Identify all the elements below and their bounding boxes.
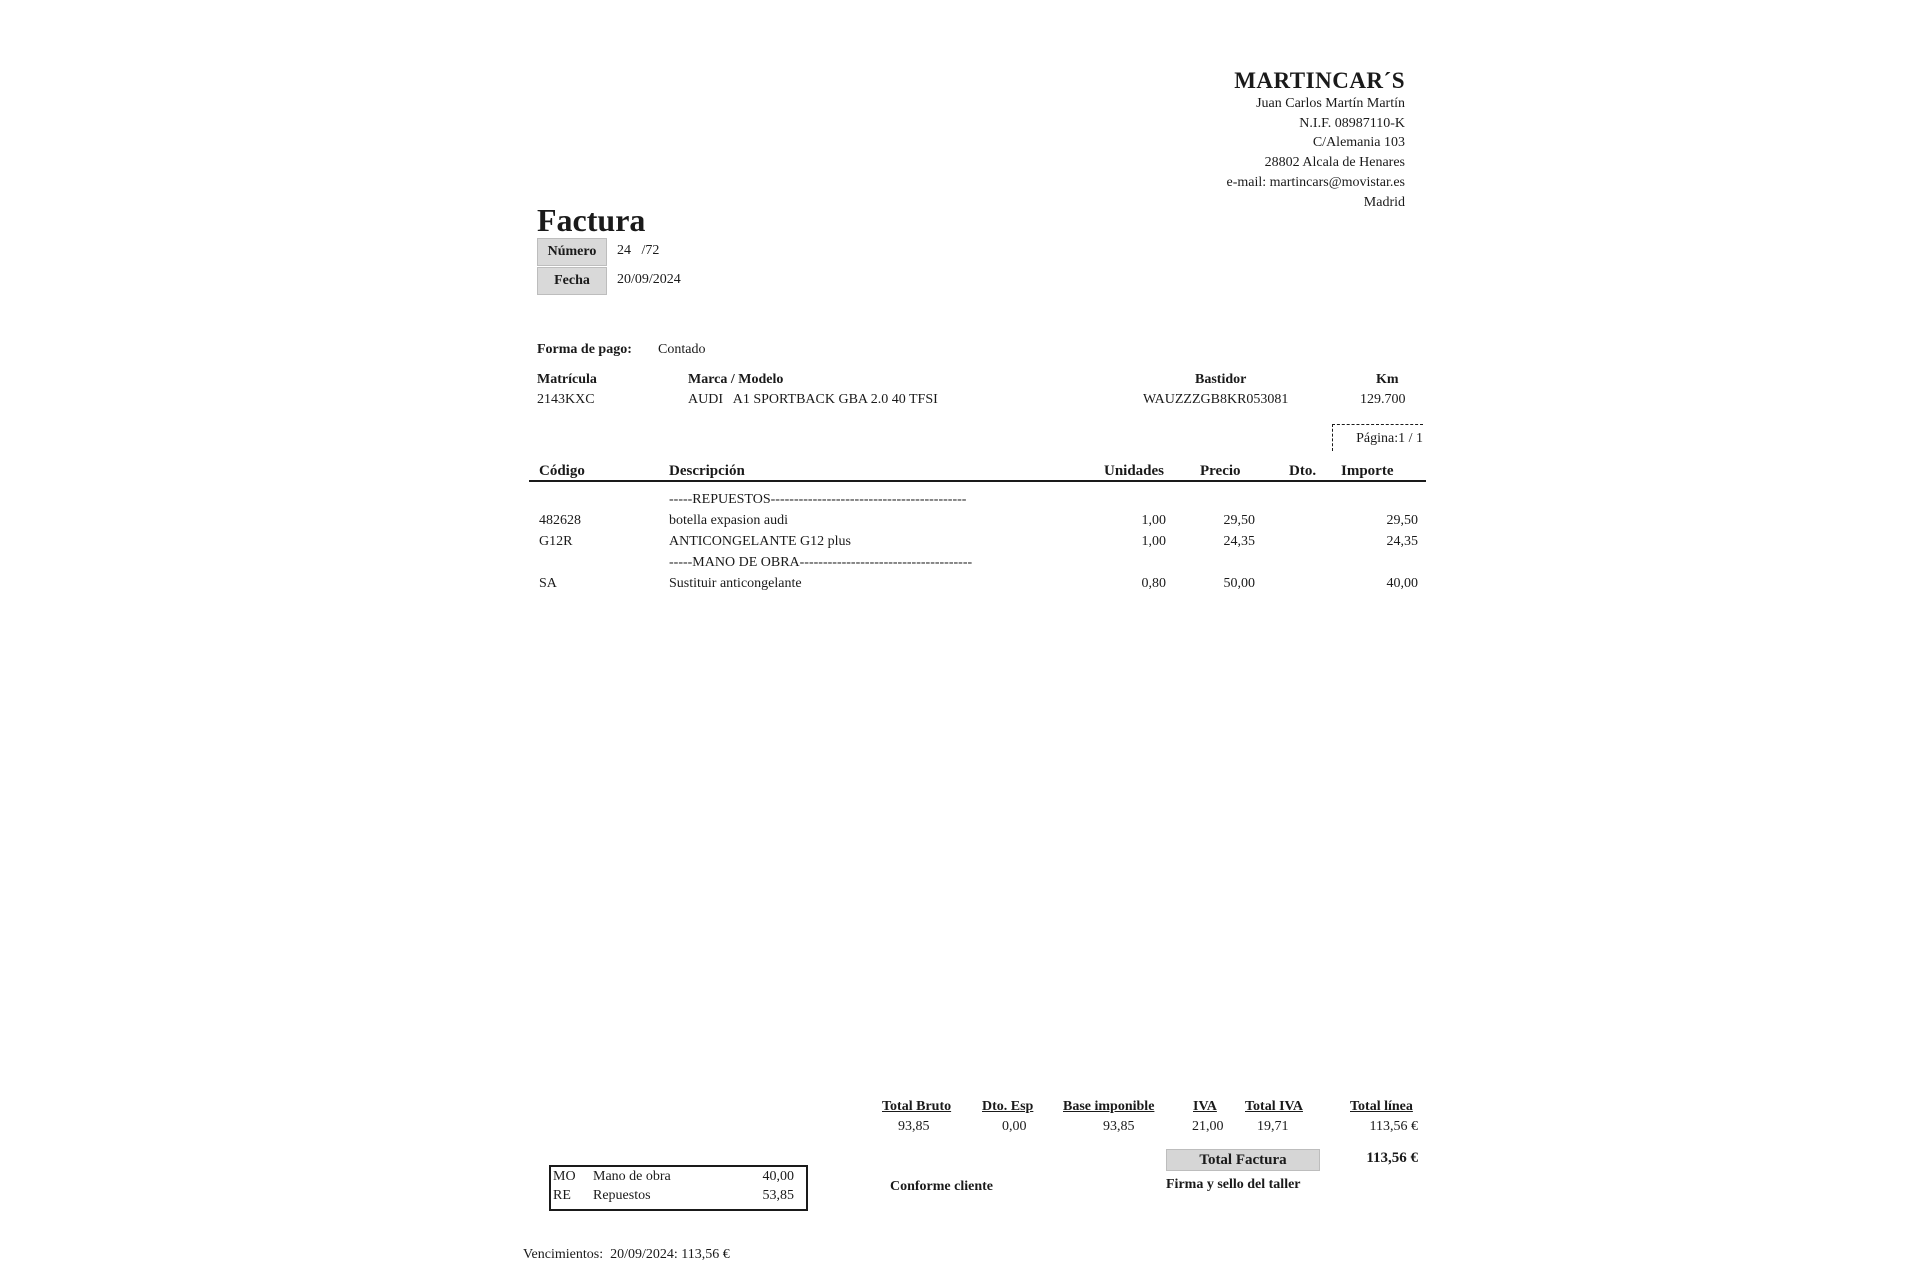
col-discount-header: Dto. bbox=[1289, 463, 1317, 479]
chassis-label: Bastidor bbox=[1195, 372, 1247, 387]
row-description: Sustituir anticongelante bbox=[669, 576, 802, 591]
invoice-total-label: Total Factura bbox=[1166, 1149, 1320, 1171]
row-units: 0,80 bbox=[1141, 576, 1166, 591]
chassis-value: WAUZZZGB8KR053081 bbox=[1143, 392, 1289, 407]
table-header-rule bbox=[529, 480, 1426, 482]
invoice-title: Factura bbox=[537, 202, 646, 238]
invoice-number: 24 /72 bbox=[617, 243, 660, 258]
vat-label: IVA bbox=[1193, 1099, 1217, 1114]
summary-label: Mano de obra bbox=[593, 1169, 671, 1184]
row-price: 24,35 bbox=[1223, 534, 1255, 549]
summary-row-labor bbox=[551, 1167, 806, 1186]
row-amount: 40,00 bbox=[1386, 576, 1418, 591]
row-price: 50,00 bbox=[1223, 576, 1255, 591]
row-units: 1,00 bbox=[1141, 513, 1166, 528]
row-code: SA bbox=[539, 576, 557, 591]
km-label: Km bbox=[1376, 372, 1399, 387]
row-code: 482628 bbox=[539, 513, 581, 528]
company-region: Madrid bbox=[1363, 194, 1405, 210]
vat-total-label: Total IVA bbox=[1245, 1099, 1303, 1114]
payment-label: Forma de pago: bbox=[537, 342, 632, 357]
summary-code: RE bbox=[553, 1188, 571, 1203]
page-indicator bbox=[1332, 424, 1423, 451]
invoice-total-value: 113,56 € bbox=[1366, 1150, 1418, 1166]
row-description: -----REPUESTOS------------------------------------------ bbox=[669, 492, 967, 507]
col-description-header: Descripción bbox=[669, 463, 745, 479]
row-price: 29,50 bbox=[1223, 513, 1255, 528]
vat-total-value: 19,71 bbox=[1257, 1119, 1289, 1134]
model-label: Marca / Modelo bbox=[688, 372, 784, 387]
company-email: e-mail: martincars@movistar.es bbox=[1226, 174, 1405, 190]
summary-label: Repuestos bbox=[593, 1188, 651, 1203]
plate-label: Matrícula bbox=[537, 372, 597, 387]
summary-code: MO bbox=[553, 1169, 576, 1184]
gross-label: Total Bruto bbox=[882, 1099, 952, 1114]
date-label: Fecha bbox=[537, 267, 607, 295]
special-discount-label: Dto. Esp bbox=[982, 1099, 1034, 1114]
col-code-header: Código bbox=[539, 463, 585, 479]
summary-amount: 53,85 bbox=[762, 1188, 794, 1203]
company-city: 28802 Alcala de Henares bbox=[1264, 155, 1405, 171]
company-nif: N.I.F. 08987110-K bbox=[1299, 115, 1405, 131]
company-name: MARTINCAR´S bbox=[1234, 68, 1405, 93]
plate-value: 2143KXC bbox=[537, 392, 595, 407]
vat-rate-value: 21,00 bbox=[1192, 1119, 1224, 1134]
model-value: AUDI A1 SPORTBACK GBA 2.0 40 TFSI bbox=[688, 392, 938, 407]
col-amount-header: Importe bbox=[1341, 463, 1394, 479]
summary-row-parts bbox=[551, 1186, 806, 1205]
company-block bbox=[1226, 68, 1405, 212]
due-dates: Vencimientos: 20/09/2024: 113,56 € bbox=[523, 1247, 730, 1262]
invoice-date: 20/09/2024 bbox=[617, 272, 681, 287]
payment-value: Contado bbox=[658, 342, 706, 357]
number-label: Número bbox=[537, 238, 607, 266]
tax-base-value: 93,85 bbox=[1103, 1119, 1135, 1134]
company-owner: Juan Carlos Martín Martín bbox=[1256, 96, 1405, 111]
summary-amount: 40,00 bbox=[762, 1169, 794, 1184]
row-units: 1,00 bbox=[1141, 534, 1166, 549]
line-total-label: Total línea bbox=[1350, 1099, 1413, 1114]
special-discount-value: 0,00 bbox=[1002, 1119, 1027, 1134]
row-amount: 24,35 bbox=[1386, 534, 1418, 549]
col-units-header: Unidades bbox=[1104, 463, 1165, 479]
company-street: C/Alemania 103 bbox=[1312, 135, 1405, 151]
page-indicator-text: Página:1 / 1 bbox=[1356, 431, 1423, 446]
gross-value: 93,85 bbox=[898, 1119, 930, 1134]
row-description: ANTICONGELANTE G12 plus bbox=[669, 534, 851, 549]
summary-box bbox=[549, 1165, 808, 1211]
line-total-value: 113,56 € bbox=[1369, 1119, 1418, 1134]
row-description: -----MANO DE OBRA------------------------------------- bbox=[669, 555, 973, 570]
row-description: botella expasion audi bbox=[669, 513, 788, 528]
workshop-signature-label: Firma y sello del taller bbox=[1166, 1177, 1301, 1192]
row-code: G12R bbox=[539, 534, 573, 549]
tax-base-label: Base imponible bbox=[1063, 1099, 1155, 1114]
col-price-header: Precio bbox=[1200, 463, 1241, 479]
km-value: 129.700 bbox=[1360, 392, 1406, 407]
row-amount: 29,50 bbox=[1386, 513, 1418, 528]
customer-signature-label: Conforme cliente bbox=[890, 1179, 994, 1194]
